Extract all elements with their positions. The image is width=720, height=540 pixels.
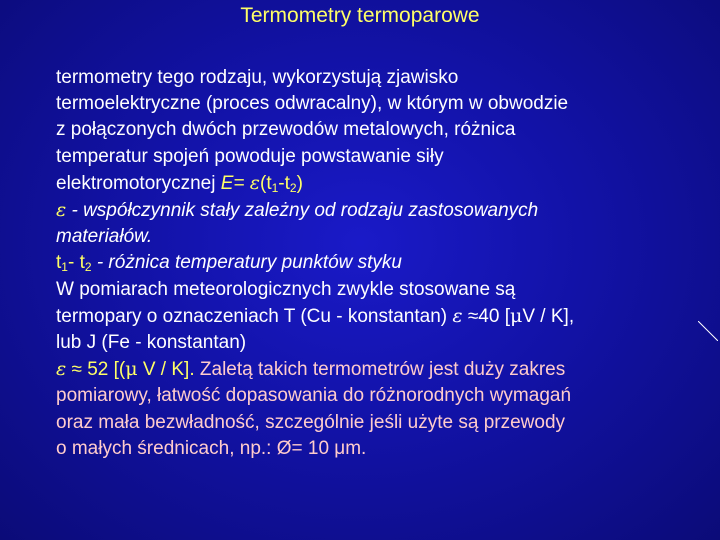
body-line: o małych średnicach, np.: Ø= 10 μm. xyxy=(56,437,367,459)
formula-part: ) xyxy=(296,172,303,194)
body-line: z połączonych dwóch przewodów metalowych, różnica xyxy=(56,119,516,141)
mu-symbol: μ xyxy=(510,304,523,327)
body-line: materiałów. xyxy=(56,226,153,248)
advantages-text: Zaletą takich termometrów jest duży zakres xyxy=(199,359,566,381)
emf-label: elektromotorycznej xyxy=(56,172,221,194)
body-line: termometry tego rodzaju, wykorzystują zjawisko xyxy=(56,67,459,88)
epsilon-symbol: ε xyxy=(56,199,67,222)
epsilon-definition xyxy=(56,197,706,224)
slide-title: Termometry termoparowe xyxy=(240,4,480,27)
definition-text: - różnica temperatury punktów styku xyxy=(91,252,403,274)
body-line: oraz mała bezwładność, szczególnie jeśli użyte są przewody xyxy=(56,411,566,433)
body-line: temperatur spojeń powoduje powstawanie siły xyxy=(56,145,444,167)
thermocouple-j-line xyxy=(56,356,706,383)
value-text: ≈40 [ xyxy=(462,305,510,327)
definition-text: - współczynnik stały zależny od rodzaju zastosowanych xyxy=(66,200,539,222)
mu-symbol: μ xyxy=(125,358,138,381)
subscript: 2 xyxy=(289,180,297,195)
formula-part: (t xyxy=(260,172,272,194)
formula-e: E= xyxy=(220,172,250,194)
unit-text: V / K], xyxy=(522,305,575,327)
delta-t-definition xyxy=(56,250,706,276)
body-line: termoelektryczne (proces odwracalny), w którym w obwodzie xyxy=(56,93,569,115)
subscript: 2 xyxy=(84,260,92,275)
epsilon-symbol: ε xyxy=(249,171,260,194)
slide-body xyxy=(56,65,706,462)
body-line: W pomiarach meteorologicznych zwykle stosowane są xyxy=(56,278,516,300)
subscript: 1 xyxy=(271,180,279,195)
unit-text: V / K]. xyxy=(137,359,200,381)
epsilon-symbol: ε xyxy=(56,358,67,381)
thermocouple-t-text: termopary o oznaczeniach T (Cu - konstantan) xyxy=(56,305,453,327)
epsilon-symbol: ε xyxy=(452,304,463,327)
body-line: pomiarowy, łatwość dopasowania do różnorodnych wymagań xyxy=(56,385,572,407)
decorative-line xyxy=(698,321,718,341)
emf-formula-line xyxy=(56,170,706,197)
formula-part: -t xyxy=(278,172,290,194)
value-text: ≈ 52 [( xyxy=(66,359,126,381)
t-symbol: - t xyxy=(67,252,85,274)
t-symbol: t xyxy=(56,252,62,274)
thermocouple-t-line xyxy=(56,303,706,330)
subscript: 1 xyxy=(61,260,68,275)
body-line: lub J (Fe - konstantan) xyxy=(56,332,247,354)
